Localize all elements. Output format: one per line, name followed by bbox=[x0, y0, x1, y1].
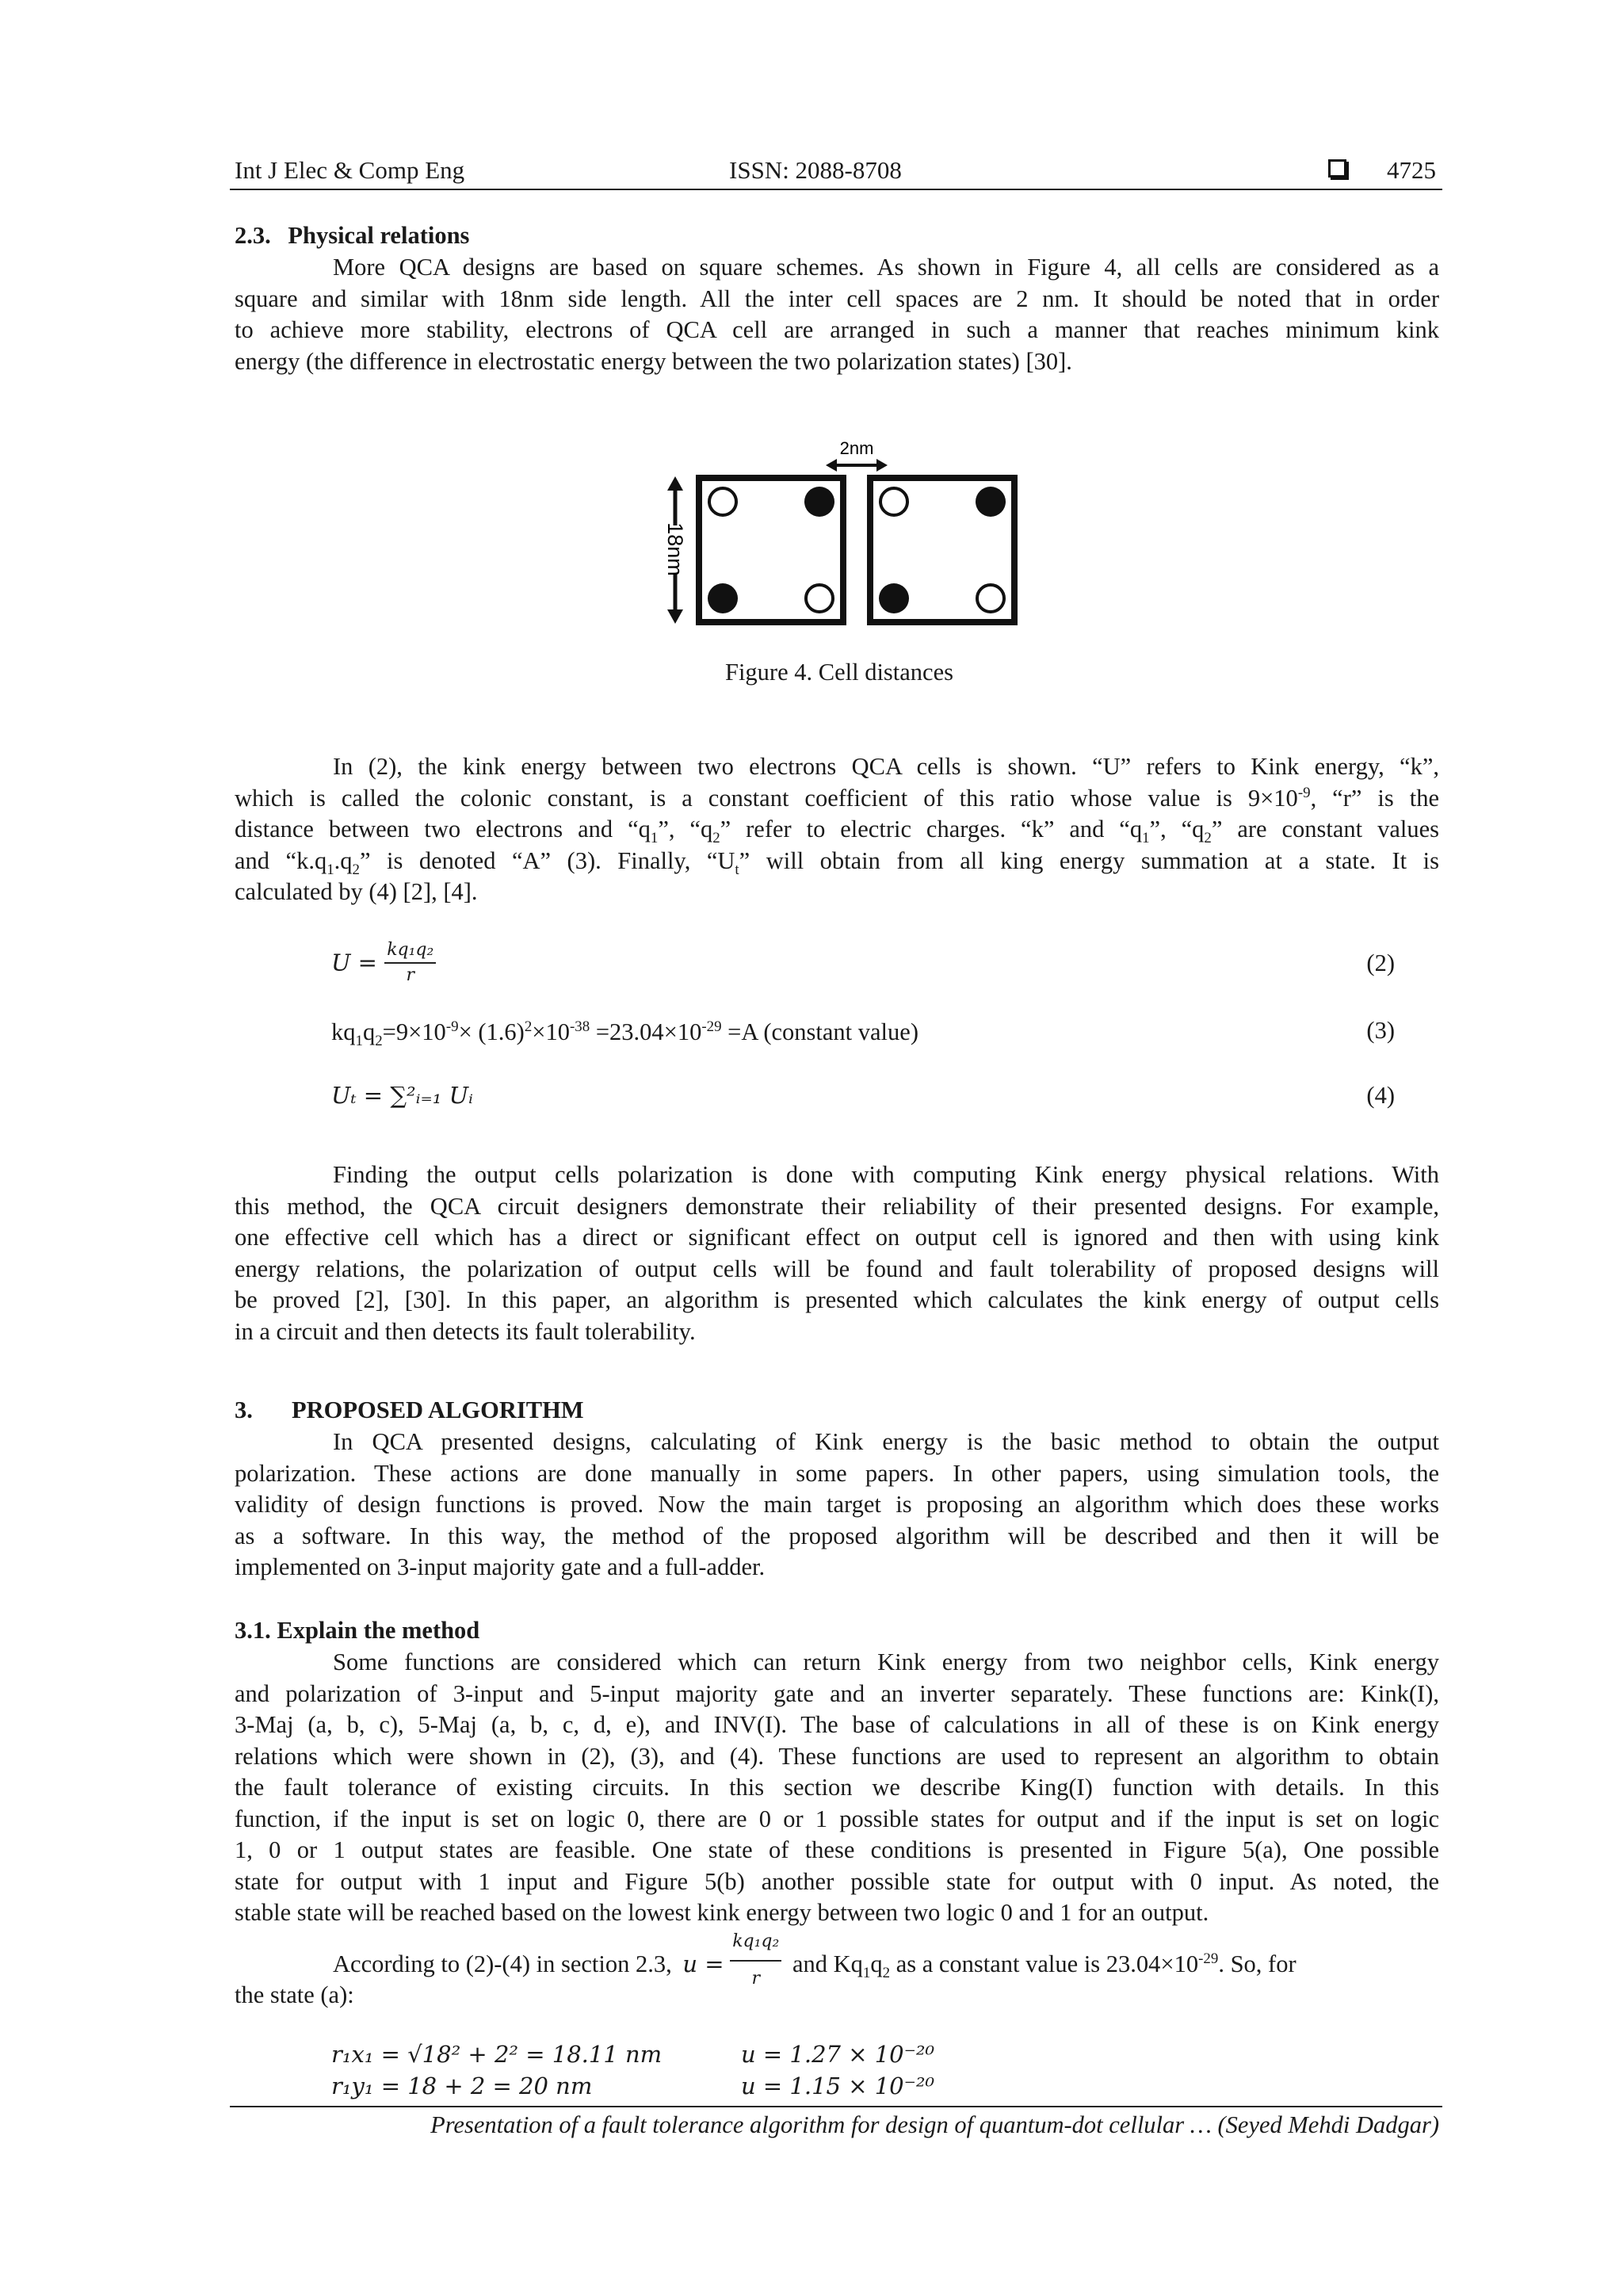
text-line: Some functions are considered which can return Kink energy from two neighbor cells, Kink energy bbox=[333, 1648, 1439, 1675]
equation-4: Uₜ = ∑²ᵢ₌₁ Uᵢ bbox=[331, 1082, 473, 1109]
header-issn: ISSN: 2088-8708 bbox=[729, 156, 902, 184]
text-line: one effective cell which has a direct or significant effect on output cell is ignored and then with using kink bbox=[235, 1224, 1439, 1251]
text-line: More QCA designs are based on square schemes. As shown in Figure 4, all cells are considered as a bbox=[333, 254, 1439, 281]
footer-rule bbox=[230, 2106, 1442, 2107]
text-line: In (2), the kink energy between two electrons QCA cells is shown. “U” refers to Kink energy, “k”, bbox=[333, 753, 1439, 780]
qca-cell-left bbox=[699, 478, 843, 622]
footer-running-title: Presentation of a fault tolerance algorithm for design of quantum-dot cellular … (Seyed Mehdi Dadgar) bbox=[430, 2111, 1439, 2138]
page-header bbox=[0, 156, 1623, 188]
text-line: energy (the difference in electrostatic energy between the two polarization states) [30]. bbox=[235, 347, 1072, 375]
gap-label: 2nm bbox=[839, 438, 874, 458]
paragraph-kink-energy bbox=[235, 751, 1439, 908]
text-line: state for output with 1 input and Figure 5(b) another possible state for output with 0 input. As noted, the bbox=[235, 1867, 1439, 1895]
text-line: function, if the input is set on logic 0, there are 0 or 1 possible states for output and if the input is set on logic bbox=[235, 1805, 1439, 1832]
text-line: In QCA presented designs, calculating of Kink energy is the basic method to obtain the output bbox=[333, 1428, 1439, 1455]
text-line: polarization. These actions are done manually in some papers. In other papers, using simulation tools, the bbox=[235, 1459, 1439, 1487]
paragraph-physical-relations bbox=[235, 252, 1439, 377]
text-line: the state (a): bbox=[235, 1981, 354, 2008]
text-line: and “$k.q_1.q_2$” is denoted “A” (3). Finally, “$U_t$” will obtain from all king energy summation at a state. It is bbox=[235, 846, 1439, 878]
text-line: the fault tolerance of existing circuits. In this section we describe King(I) function with details. In this bbox=[235, 1774, 1439, 1801]
calc-result-2: u = 1.15 × 10⁻²⁰ bbox=[741, 2073, 935, 2099]
calc-lhs: r₁y₁ = 18 + 2 = 20 nm bbox=[331, 2073, 593, 2099]
equation-number: (4) bbox=[1366, 1082, 1395, 1109]
figure-caption: Figure 4. Cell distances bbox=[724, 659, 953, 686]
section-heading-3-1: 3.1. Explain the method bbox=[235, 1617, 480, 1644]
calc-line-2 bbox=[331, 2073, 592, 2099]
text-line: 1, 0 or 1 output states are feasible. One state of these conditions is presented in Figure 5(a), One possible bbox=[235, 1836, 1439, 1863]
equation-2: U = $\frac{\text{kq₁q₂}}{r}$ bbox=[331, 940, 436, 985]
gap-arrow-icon bbox=[826, 459, 888, 472]
calc-lhs: r₁x₁ = √18² + 2² = 18.11 nm bbox=[331, 2041, 663, 2068]
text-line: this method, the QCA circuit designers demonstrate their reliability of their presented designs. For example, bbox=[235, 1192, 1439, 1220]
text-line: calculated by (4) [2], [4]. bbox=[235, 878, 478, 905]
text-line: be proved [2], [30]. In this paper, an algorithm is presented which calculates the kink energy of output cells bbox=[235, 1286, 1439, 1313]
header-rule bbox=[230, 189, 1442, 190]
figure-cell-distances bbox=[658, 432, 1022, 630]
text-line: energy relations, the polarization of output cells will be found and fault tolerability of proposed designs will bbox=[235, 1255, 1439, 1282]
text-line: and polarization of 3-input and 5-input majority gate and an inverter separately. These functions are: Kink(I), bbox=[235, 1679, 1439, 1707]
text-line: validity of design functions is proved. Now the main target is proposing an algorithm which does these works bbox=[235, 1491, 1439, 1518]
calc-line-1 bbox=[331, 2041, 662, 2068]
side-label: 18nm bbox=[663, 522, 687, 576]
calc-result-1: u = 1.27 × 10⁻²⁰ bbox=[741, 2041, 935, 2068]
text-line: relations which were shown in (2), (3), and (4). These functions are used to represent an algorithm to obtain bbox=[235, 1742, 1439, 1770]
text-line: 3-Maj (a, b, c), 5-Maj (a, b, c, d, e), and INV(I). The base of calculations in all of these is on Kink energy bbox=[235, 1711, 1439, 1738]
according-line: According to (2)-(4) in section 2.3, u = $\frac{\text{kq₁q₂}}{r}$ and $Kq_1q_2$ as a constant value is $23.04\times 10^{-29}$. So, for bbox=[333, 1932, 1439, 2000]
header-page-number: 4725 bbox=[1387, 156, 1436, 184]
paragraph-output-polarization bbox=[235, 1159, 1439, 1347]
header-journal: Int J Elec & Comp Eng bbox=[235, 156, 465, 184]
text-line: distance between two electrons and “$q_1$”, “$q_2$” refer to electric charges. “k” and “$q_1$”, “$q_2$” are constant values bbox=[235, 816, 1439, 847]
equation-3: $kq_1q_2=9\times 10^{-9}\times (1.6)^2\times 10^{-38} =23.04\times 10^{-29} =A$ (constant value) bbox=[331, 1018, 918, 1050]
text-line: Finding the output cells polarization is done with computing Kink energy physical relations. With bbox=[333, 1161, 1439, 1188]
section-heading-3 bbox=[235, 1395, 584, 1427]
section-title: Physical relations bbox=[288, 222, 470, 249]
qca-cell-right bbox=[870, 478, 1014, 622]
checkbox-icon bbox=[1328, 159, 1346, 178]
section-title: PROPOSED ALGORITHM bbox=[292, 1396, 584, 1423]
paragraph-proposed-algorithm bbox=[235, 1427, 1439, 1584]
section-number: 2.3. bbox=[235, 222, 271, 249]
section-number: 3. bbox=[235, 1396, 253, 1423]
equation-number: (2) bbox=[1366, 949, 1395, 976]
text-line: square and similar with 18nm side length. All the inter cell spaces are 2 nm. It should be noted that in order bbox=[235, 285, 1439, 312]
text-line: implemented on 3-input majority gate and a full-adder. bbox=[235, 1553, 766, 1580]
text-line: in a circuit and then detects its fault tolerability. bbox=[235, 1317, 696, 1345]
text-line: to achieve more stability, electrons of QCA cell are arranged in such a manner that reaches minimum kink bbox=[235, 316, 1439, 343]
text-line: which is called the colonic constant, is a constant coefficient of this ratio whose value is $9\times 10^{-9}$, “r” is the bbox=[235, 784, 1439, 812]
paragraph-explain-method bbox=[235, 1647, 1439, 1929]
equation-number: (3) bbox=[1366, 1017, 1395, 1044]
text-line: stable state will be reached based on the lowest kink energy between two logic 0 and 1 for an output. bbox=[235, 1899, 1209, 1926]
text-line: as a software. In this way, the method of the proposed algorithm will be described and then it will be bbox=[235, 1522, 1439, 1549]
section-heading-2-3 bbox=[235, 220, 469, 252]
